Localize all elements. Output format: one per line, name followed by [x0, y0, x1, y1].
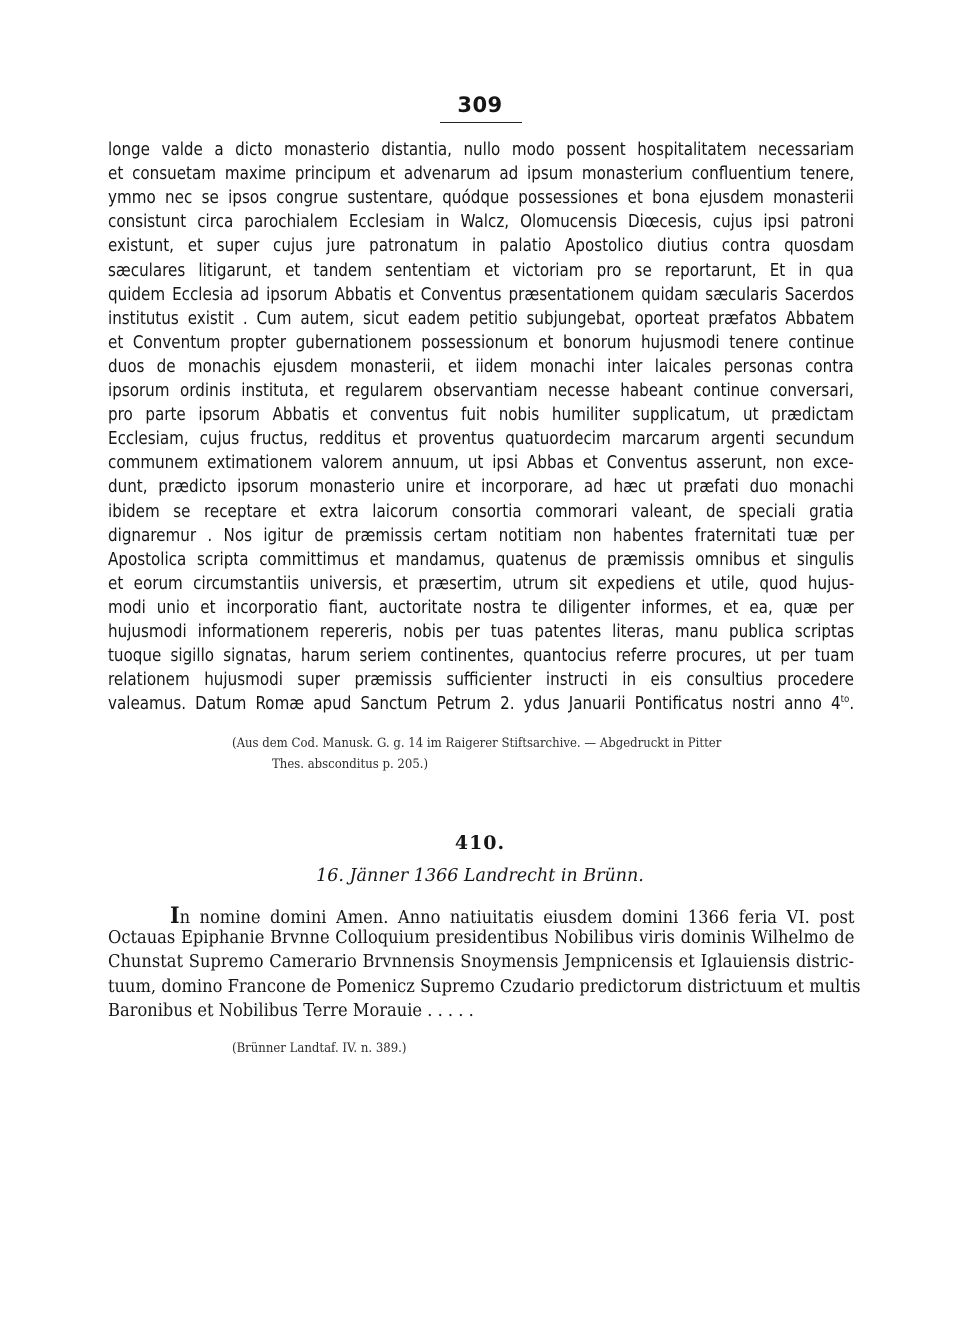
- doc2-line: Chunstat Supremo Camerario Brvnnensis Snoymensis Jempnicensis et Iglauiensis distric-: [108, 952, 854, 973]
- ordinal-superscript: to: [840, 694, 850, 706]
- body-line: dignaremur . Nos igitur de præmissis certam notitiam non habentes fraternitati tuæ per: [108, 525, 855, 546]
- doc2-line: Octauas Epiphanie Brvnne Colloquium presidentibus Nobilibus viris dominis Wilhelmo de: [108, 927, 855, 948]
- body-line: consistunt circa parochialem Ecclesiam in Walcz, Olomucensis Diœcesis, cujus ipsi patroni: [108, 212, 855, 233]
- source-note-doc2: (Brünner Landtaf. IV. n. 389.): [232, 1041, 407, 1056]
- body-line: et eorum circumstantiis universis, et præsertim, utrum sit expediens et utile, quod hujus-: [108, 573, 855, 594]
- body-line: communem extimationem valorem annuum, ut ipsi Abbas et Conventus asserunt, non exce-: [108, 453, 854, 474]
- body-line: valeamus. Datum Romæ apud Sanctum Petrum 2. ydus Januarii Pontificatus nostri anno $4^{to}$.: [108, 694, 855, 715]
- body-line: hujusmodi informationem repereris, nobis per tuas patentes literas, manu publica scriptas: [108, 622, 855, 642]
- body-line: ibidem se receptare et extra laicorum consortia commorari valeant, de speciali gratia: [108, 501, 854, 522]
- body-line: ymmo nec se ipsos congrue sustentare, quódque possessiones et bona ejusdem monasterii: [108, 188, 854, 209]
- doc2-line: tuum, domino Francone de Pomenicz Supremo Czudario predictorum districtuum et multis: [108, 976, 861, 997]
- last-line-end: .: [849, 694, 855, 715]
- body-line: sæculares litigarunt, et tandem sententiam et victoriam pro se reportarunt, Et in qua: [108, 260, 854, 281]
- body-line: et Conventum propter gubernationem possessionum et bonorum hujusmodi tenere continue: [108, 332, 855, 353]
- body-line: ipsorum ordinis instituta, et regularem observantiam necesse habeant continue conversari,: [108, 381, 854, 401]
- body-line: et consuetam maxime principum et advenarum ad ipsum monasterium confluentium tenere,: [108, 164, 855, 185]
- body-line: Ecclesiam, cujus fructus, redditus et proventus quatuordecim marcarum argenti secundum: [108, 429, 855, 450]
- page-number: 309: [457, 93, 503, 117]
- source-note-1: (Aus dem Cod. Manusk. G. g. 14 im Raigerer Stiftsarchive. — Abgedruckt in Pitter: [232, 736, 722, 751]
- document-number: 410.: [454, 832, 506, 854]
- initial-letter: I: [170, 903, 180, 929]
- doc2-line: Baronibus et Nobilibus Terre Morauie . . . . .: [108, 1001, 474, 1022]
- body-line: existunt, et super cujus jure patronatum in palatio Apostolico diutius contra quosdam: [108, 236, 855, 257]
- body-line: tuoque sigillo signatas, harum seriem continentes, quantocius referre procures, ut per tuam: [108, 646, 855, 667]
- body-line: institutus existit . Cum autem, sicut eadem petitio subjungebat, oporteat præfatos Abbatem: [108, 308, 855, 329]
- body-line: dunt, prædicto ipsorum monasterio unire et incorporare, ad hæc ut præfati duo monachi: [108, 477, 854, 498]
- body-line: duos de monachis ejusdem monasterii, et iidem monachi inter laicales personas contra: [108, 356, 854, 377]
- body-line: pro parte ipsorum Abbatis et conventus fuit nobis humiliter supplicatum, ut prædictam: [108, 405, 854, 426]
- document-date-heading: 16. Jänner 1366 Landrecht in Brünn.: [316, 866, 644, 886]
- body-line: longe valde a dicto monasterio distantia, nullo modo possent hospitalitatem necessariam: [108, 140, 855, 160]
- doc2-line: [170, 903, 854, 929]
- source-note-2: Thes. absconditus p. 205.): [272, 757, 429, 772]
- body-line: quidem Ecclesia ad ipsorum Abbatis et Conventus præsentationem quidam sæcularis Sacerdos: [108, 284, 855, 305]
- body-line: Apostolica scripta committimus et mandamus, quatenus de præmissis omnibus et singulis: [108, 549, 855, 570]
- doc2-first-line-text: n nomine domini Amen. Anno natiuitatis eiusdem domini 1366 feria VI. post: [179, 908, 855, 928]
- body-line: modi unio et incorporatio fiant, auctoritate nostra te diligenter informes, et ea, quæ per: [108, 597, 854, 618]
- body-line: relationem hujusmodi super præmissis sufficienter instructi in eis consultius procedere: [108, 670, 854, 691]
